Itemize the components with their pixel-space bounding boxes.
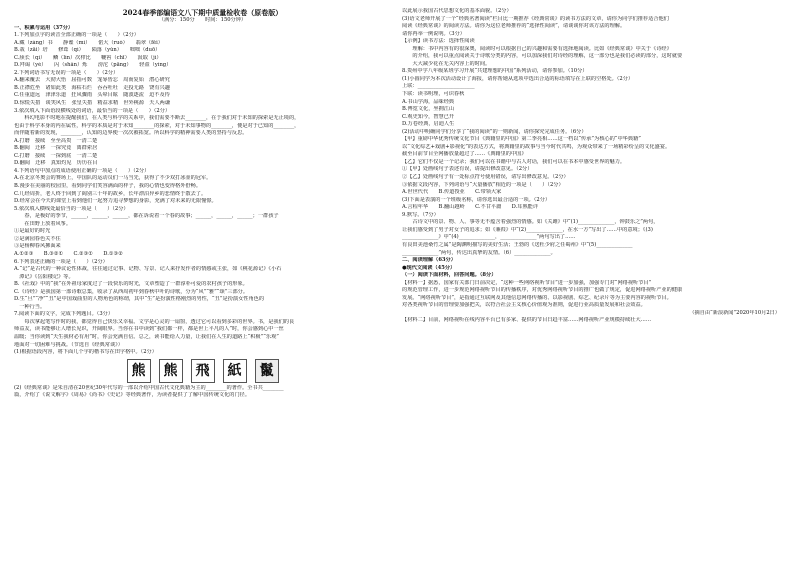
right-text-line: 以“文化综艺+戏剧+影视化”的表达方式，将典籍里的故事与当今时代共鸣，为观众带来了一场精彩纷呈的文化盛宴。 bbox=[402, 143, 671, 150]
left-text-line: 4.下列语句中加点的成语使用正确的一项是（ ）（2分） bbox=[14, 167, 150, 174]
left-text-line: 师益友，读书能够让人增长见识，开阔眼界。当你在书中读到“我们都一样，都是世上平凡的人”时，你会感到心中一丝 bbox=[14, 326, 284, 333]
right-text-line: （一）阅读下面材料，回答问题。（8分） bbox=[402, 272, 497, 279]
right-text-line: ●现代文阅读（45分） bbox=[402, 264, 456, 271]
right-text-line: 有良田美池桑竹之属”是陶渊明描写的美好生活；王勃的《送杜少府之任蜀州》中“(5)______________ bbox=[402, 241, 633, 248]
left-text-line: B.《社戏》中的“我”在外祖母家度过了一段快乐的时光，文章塑造了一群淳朴可爱的农村孩子的形象。 bbox=[14, 281, 248, 288]
left-text-line: B.栽（zāi）培 修葺（qì） 陨落（yǔn） 咄咄（duō） bbox=[14, 47, 161, 54]
left-text-line: D.翻阅 迁移 真知灼见 历历在目 bbox=[14, 160, 98, 167]
right-text-line: (3)语文老师开展了一个“经典名著阅读”栏目比一期推荐《经典常谈》的读书方法的文章，请你为同学们推荐适合他们 bbox=[402, 15, 669, 22]
left-text-line: 一、积累与运用（37分） bbox=[14, 24, 74, 31]
left-text-line: 而伴随着新的发现，________，认知的边界便一次次被拓宽。所以科学的精神需要人类的坚持与反思。 bbox=[14, 130, 248, 137]
calligraphy-character: 熊 bbox=[127, 359, 151, 383]
doc-title: 2024春季部编语文八下期中质量检收卷（原卷版） bbox=[122, 8, 283, 17]
calligraphy-character: 鬣 bbox=[255, 359, 279, 383]
left-text-line: 5.依次填入横线处最恰当的一项是（ ）（2分） bbox=[14, 205, 129, 212]
right-text-line: 【乙】它们不仅是一个记录；我们可以在书籍中与古人对话，我们可以在书本中感受世界的魅力。 bbox=[402, 158, 626, 165]
calligraphy-character: 熊 bbox=[159, 359, 183, 383]
right-text-line: 【甲】重磅中华优秀传统文化节目《典籍里的中国》第二季亮相……这一档以“传承”为核心的“中华典籍” bbox=[402, 136, 641, 143]
left-text-line: 1.下列加点字的读音全部正确的一项是（ ）（2分） bbox=[14, 32, 139, 39]
left-text-line: (2)《经典常谈》是朱自清在20世纪30年代写的一部以介绍中国古代文化典籍为主的________的著作。全书共________ bbox=[14, 384, 284, 391]
left-text-line: 潭记》《岳阳楼记》等。 bbox=[14, 273, 74, 280]
left-text-line: C.任重道远 津津乐道 狂风骤雨 头晕目眩 随波逐流 迫不及待 bbox=[14, 92, 170, 99]
left-text-line: 6.下列表述正确的一项是（ ）（2分） bbox=[14, 258, 108, 265]
right-text-line: 【示例】读书方法：选择性阅读 bbox=[402, 38, 475, 45]
right-text-line: 【材料一】据悉，国家有关部门日前决定，“这种一些网络视听节目”进一步加强，加强专门对“网络视听节目” bbox=[402, 279, 652, 286]
left-text-line: A.在北京冬奥会的赛场上，中国队的运动员们一马当先，获得了不少双打冰壶的冠军。 bbox=[14, 175, 212, 182]
left-text-line: D.拜谒（yè） 闪（shǎn）烁 滂沱（pāng） 轻盈（yíng） bbox=[14, 62, 172, 69]
left-column bbox=[14, 8, 391, 400]
left-text-line: D.惊慌失措 谈笑风生 张皇失措 精益求精 世外桃源 天人两谦 bbox=[14, 100, 171, 107]
right-text-line: 对各类视听节目的管理要加强把关，以符合社会主义核心价值观为准则，促进行业高质量发展和社会效益。 bbox=[402, 302, 646, 309]
right-text-line: 发展。“网络视听节目”，是指通过互联网及其他信息网络传播的、以影视剧、综艺、纪录片等为主要内容的视听节目。 bbox=[402, 294, 672, 301]
right-text-line: 下联：读书明理，可识春秋 bbox=[402, 91, 465, 98]
left-text-line: 篇，介绍了《说文解字》《周易》《尚书》《史记》等经典著作，为读者提供了了解中国传统文化的门径。 bbox=[14, 392, 251, 399]
left-text-line: ②是满园春色关不住 bbox=[14, 235, 61, 242]
right-text-line: D.万卷经典，启迪人生 bbox=[402, 121, 455, 128]
right-text-line: 二、阅读理解（63分） bbox=[402, 257, 456, 264]
right-text-line: 截至目前节目全网播放量超过了……《典籍里的中国》 bbox=[402, 151, 527, 158]
left-text-line: D.经常会在今天的课堂上看到他们一起努力追寻梦想的身影，充满了对未来的无限憧憬。 bbox=[14, 198, 217, 205]
left-text-line: B.漫步在美丽的校园里，看到同学们笑容满面的样子，我的心情也变得格外舒畅。 bbox=[14, 183, 202, 190]
left-text-line: A.①②③ B.③②① C.②③① D.①③② bbox=[14, 250, 123, 257]
left-text-line: ③是杨柳春风拂面来 bbox=[14, 243, 61, 250]
left-text-line: 2.下列词语书写无误的一项是（ ）（2分） bbox=[14, 69, 119, 76]
right-text-line: 请你再举一例说明。（3分） bbox=[402, 30, 465, 37]
right-text-line: C.观史知今，智慧已开 bbox=[402, 113, 455, 120]
left-text-line: A.翻来覆去 大彻大悟 屈指可数 宠辱皆忘 周而复始 潜心研究 bbox=[14, 77, 170, 84]
right-text-line: 的介绍，我可以重点阅读关于诗歌分类的内容，可以加深我们对诗经的理解，这一部分也是我们必读的部分，这时就要 bbox=[402, 53, 683, 60]
calligraphy-character: 紙 bbox=[223, 359, 247, 383]
left-text-line: ①是最好的时光 bbox=[14, 228, 51, 235]
right-text-line: 古诗文中的景、物、人、事等无不蕴含着强烈的情感。如《关雎》中“(1)______________，钟鼓乐之”两句， bbox=[402, 219, 659, 226]
right-text-line: ②【乙】处画线句子有一处标点符号使用错误，请写出修改意见。（2分） bbox=[402, 174, 569, 181]
right-text-line: (3)下面是表演的一个班级名称，请你选出最合适的一项。（2分） bbox=[402, 196, 551, 203]
right-text-line: 上联：______________________ bbox=[402, 83, 475, 90]
right-text-line: A.言程年华 B.翻山越岭 C.不甘平庸 D.耳熟能详 bbox=[402, 204, 539, 211]
left-text-line: 也由于科学本身的内在属性，科学的本质是对于未知________的探索，对于未知事物的________，便是对于已知的________， bbox=[14, 122, 300, 129]
left-text-line: C.几经周折，老人终于回到了阔别三十年的故乡，长年漂泊异乡的悲情终于散去了。 bbox=[14, 190, 207, 197]
left-text-line: 3.依次填入下面语段横线处的词语，最恰当的一项是（ ）（2分） bbox=[14, 107, 171, 114]
left-text-line: A.藏（zàng）书 静谧（mì） 偌大（ruò） 翡翠（fěi） bbox=[14, 39, 163, 46]
right-text-line: A.世世代代 B.传道授业 C.带领大家 bbox=[402, 189, 502, 196]
calligraphy-grid bbox=[14, 358, 391, 384]
left-text-line: 7.阅读下面的文字，完成下列题目。（3分） bbox=[14, 311, 114, 318]
left-text-line: B.翻阅 迁移 一探究竟 离群索居 bbox=[14, 145, 98, 152]
right-text-line: 让我们感受到了男子对女子的追求；如《蒹葭》中“(2)______________，在水一方”写出了……中的意境；《(3) bbox=[402, 226, 653, 233]
right-text-line: ①【甲】处画线句子表述有误，请提出修改意见。（2分） bbox=[402, 166, 533, 173]
left-text-line: A.打磨 接续 至至高贵 一清二楚 bbox=[14, 137, 98, 144]
left-text-line: D.生“旦”“净”“丑”是中国戏曲里的人物角色的称谓，其中“生”是扮演性格刚烈的男性，“丑”是扮演女性角色的 bbox=[14, 296, 265, 303]
right-text-line: ______________”两句，传达出真挚的友情。（6）______________。 bbox=[402, 249, 556, 256]
left-text-line: C.打磨 接续 一探到底 一清二楚 bbox=[14, 152, 98, 159]
left-text-line: 在田野上放着风筝。 bbox=[14, 220, 72, 227]
right-text-line: (2)活动中明确同学们分享了“我的阅读”的一则新闻，请你探究完成任务。（6分） bbox=[402, 128, 587, 135]
right-text-line: （摘自由“新浪新闻”2020年10月2日） bbox=[681, 309, 780, 316]
left-text-line: C.《诗经》是我国第一部诗歌总集，收录了从西周初年到春秋中叶的诗歌，分为“风”“雅”“颂”三部分。 bbox=[14, 288, 249, 295]
left-text-line: 春，是极好的季节，______，______，______，都在诉说着一个春的故事；______，______，______；一群孩子 bbox=[14, 213, 279, 220]
doc-subtitle: （满分：150分 时间：150分钟） bbox=[158, 17, 247, 23]
right-text-line: 【材料二】目前，网络视听在线内容平台已有多家、提供的节目日趋丰富……网络视听产业规模持续壮大…… bbox=[402, 317, 652, 324]
right-text-line: 的规范管理工作，进一步规范网络视听节目的传播秩序，对优秀网络视听节目的推广也做了规定，促进网络视听产业的健康 bbox=[402, 287, 683, 294]
right-text-line: (1)小圆同学为本次活动设计了海报，请你帮她从选项中选出合适的标语填写在上联的空格处。（2分） bbox=[402, 75, 634, 82]
right-text-line: 以此展示我国古代思想文化的基本面貌。（2分） bbox=[402, 8, 512, 14]
right-text-line: A.书山学海，品味经典 bbox=[402, 98, 455, 105]
left-text-line: 科幻电影不时地在提醒我们，在人类与科学的关系中，我们需要不断去________，在于我们对于未知的探索是无止境的， bbox=[14, 115, 300, 122]
right-column bbox=[402, 8, 780, 325]
left-text-line: (1)根据语段内容，将下面几个字的楷书写在田字格中。（2分） bbox=[14, 349, 157, 356]
right-text-line: 8.贵州中学八年级某班学习开展“共建理想的中国”系列活动，请你参加。（10分） bbox=[402, 68, 588, 75]
right-text-line: 大大减少花在无关内容上的时间。 bbox=[402, 60, 491, 67]
calligraphy-character: 飛 bbox=[191, 359, 215, 383]
left-text-line: A.“记”是古代的一种议论性体裁，往往通过记事、记物、写景、记人来抒发作者的情感或主张，如《桃花源记》《小石 bbox=[14, 266, 282, 273]
left-text-line: 一种行当。 bbox=[14, 303, 46, 310]
right-text-line: 理解：书中内容有的很深奥，阅读时可以根据自己的兴趣和需要有选择地阅读。比如《经典常谈》中关于《诗经》 bbox=[402, 45, 672, 52]
left-text-line: 每次拿起笔写作时的我，都觉得自己快乐又幸福。文学是心灵的一扇窗，透过它可以看到多彩的世界。书，是我们的良 bbox=[14, 318, 295, 325]
right-text-line: ③依据文段内容，下列词语与“大量播放”相近的一项是（ ）（2分） bbox=[402, 181, 564, 188]
right-text-line: 阅读《经典常谈》的阅读方法。请你为这位老师推荐的“选择性阅读”，请谈谈你对该方法的理解。 bbox=[402, 23, 626, 30]
right-text-line: ______________》中“(4)______________，______________”两句写出了…… bbox=[402, 234, 576, 241]
left-text-line: 温暖；当你读到“天生我材必有用”时，你会充满自信。总之，读书能给人力量，让我们在人生的道路上“积极”“乐观” bbox=[14, 333, 279, 340]
left-text-line: 地面对一切困难与挑战。（节选自《经典常谈》） bbox=[14, 341, 123, 348]
right-text-line: 9.默写。（7分） bbox=[402, 211, 439, 218]
right-text-line: B.博览文化，坐拥江山 bbox=[402, 106, 455, 113]
left-text-line: B.正襟危坐 诸如此类 海枯石烂 吞吞吐吐 走投无路 饶有兴趣 bbox=[14, 84, 170, 91]
left-text-line: C.颀长（qí） 鳞（lín）次栉比 鞭笞（chī） 汲取（jí） bbox=[14, 54, 162, 61]
